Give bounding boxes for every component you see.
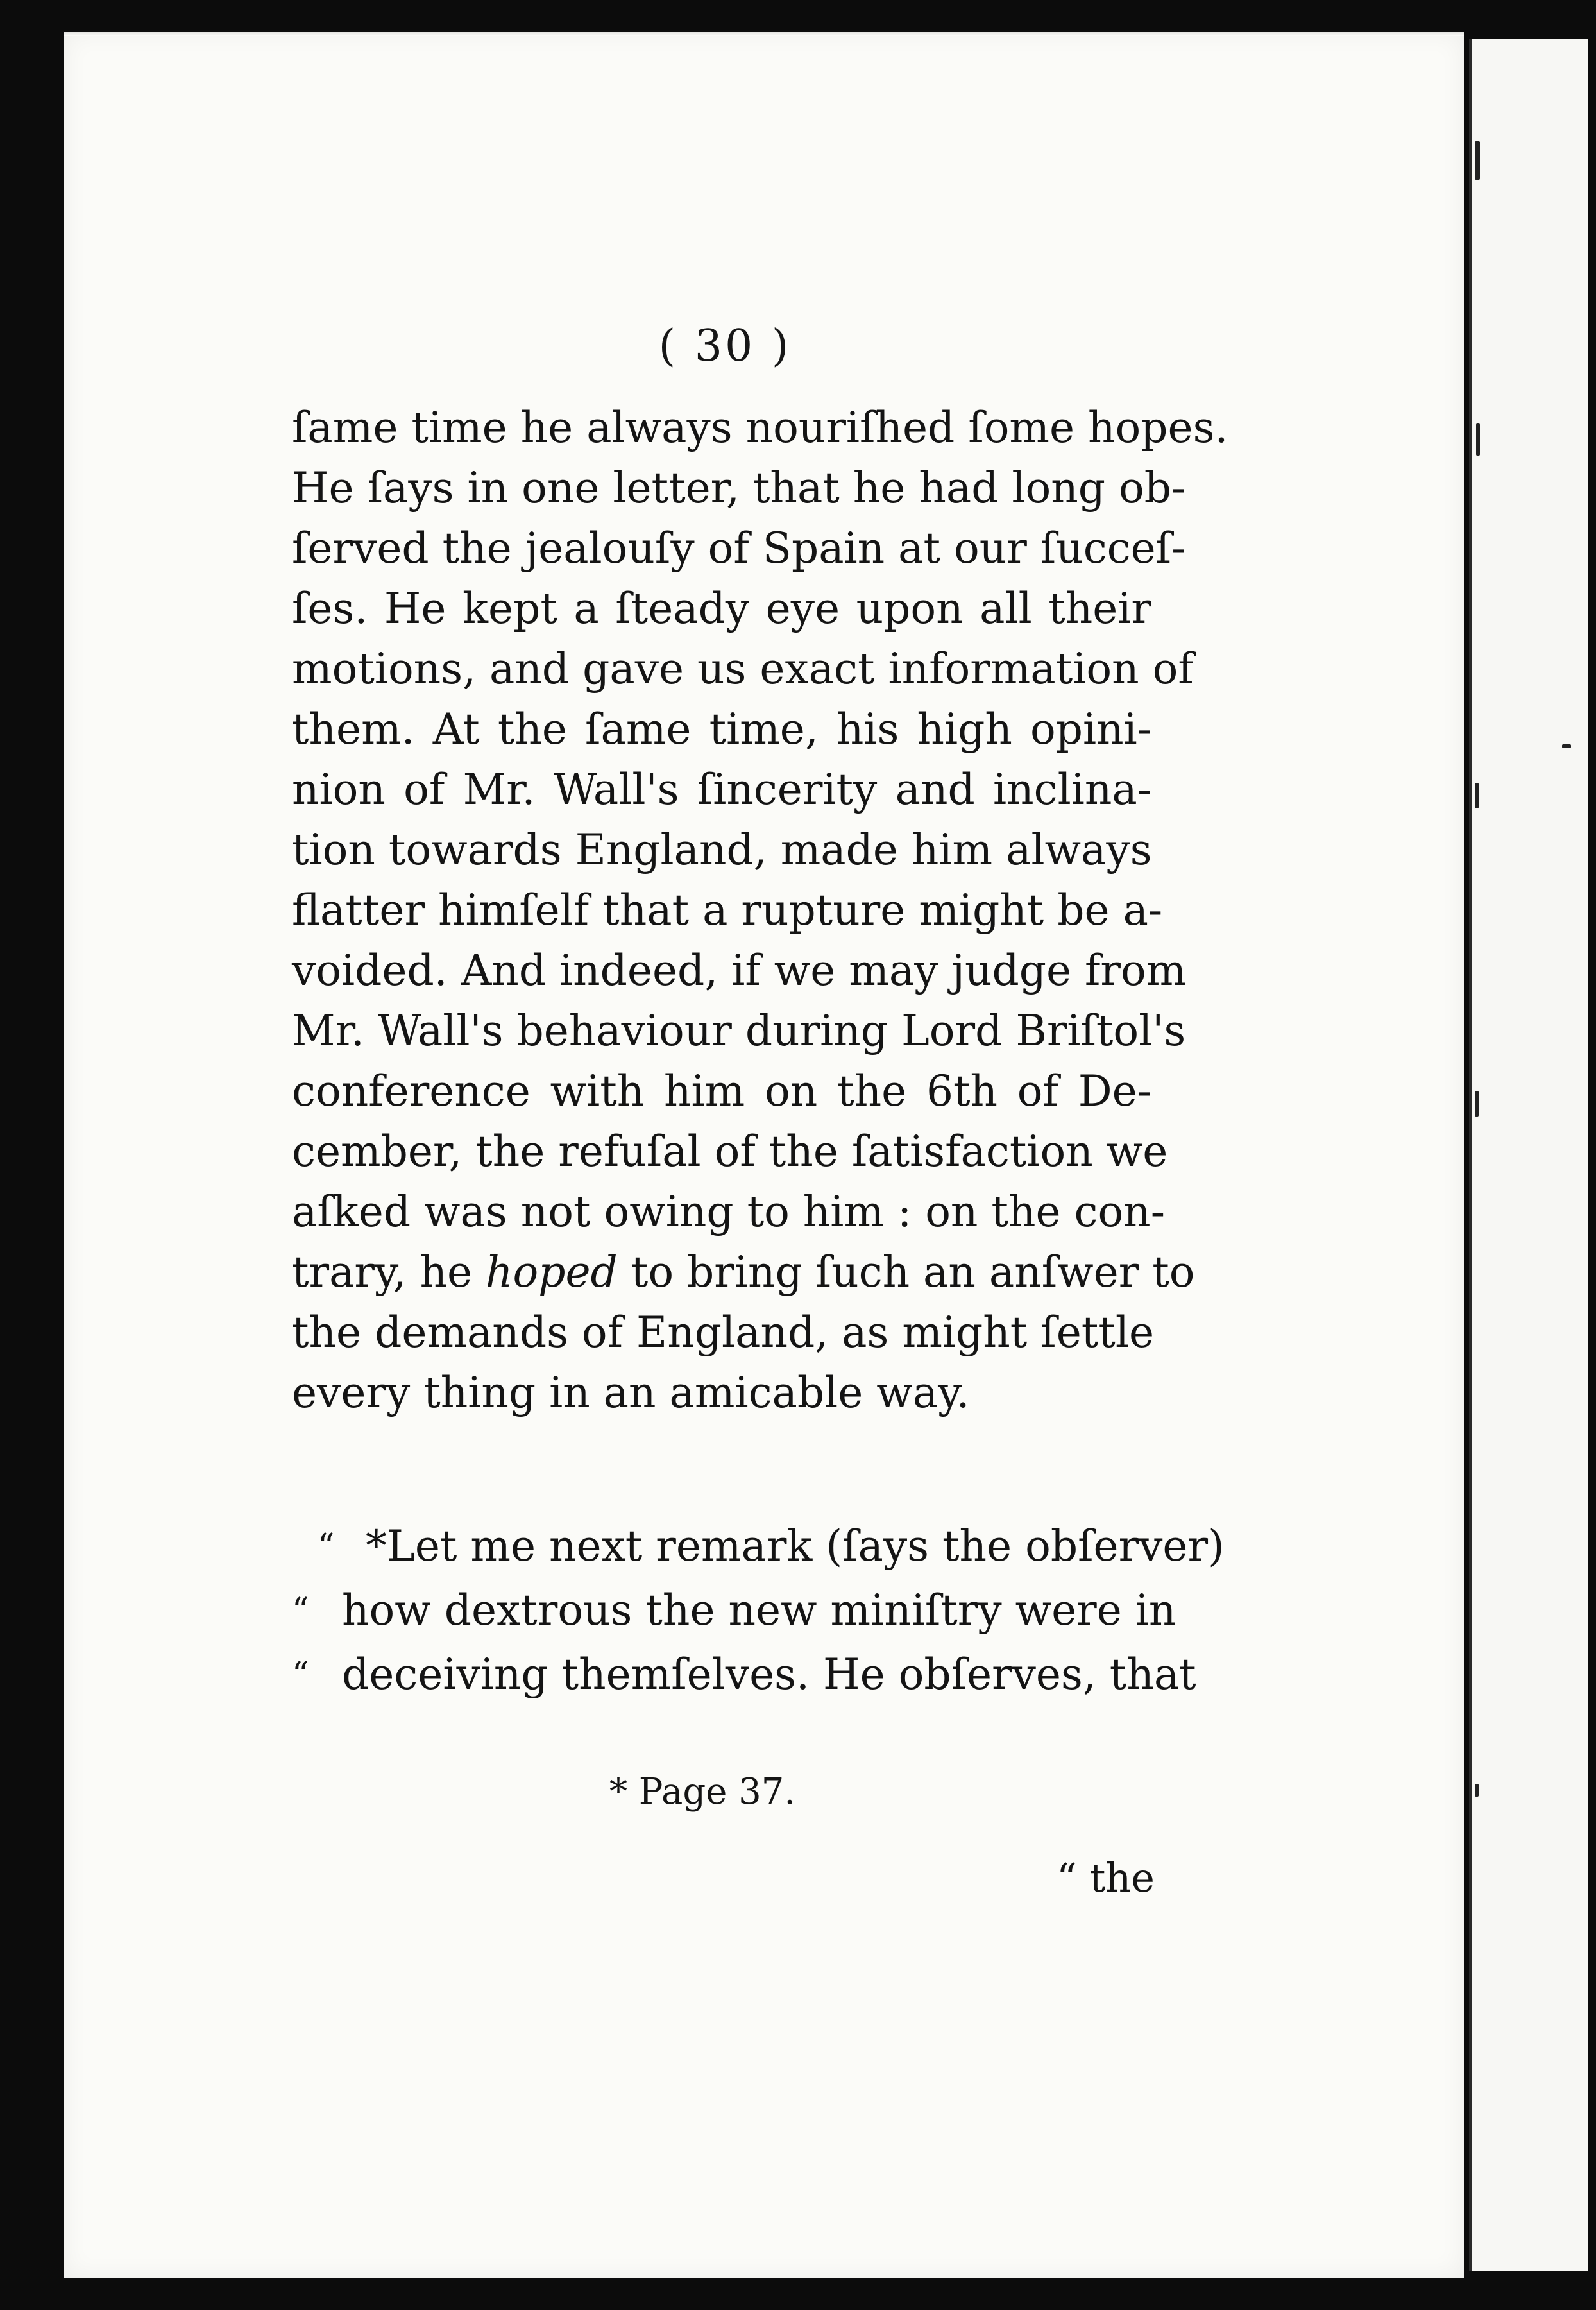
text-segment: to bring ſuch an anſwer to: [631, 1247, 1195, 1297]
adjacent-page-edge: [1469, 38, 1588, 2272]
quotation-block: [292, 1514, 1225, 1707]
quote-mark: “: [318, 1527, 335, 1566]
quote-line: [292, 1643, 1196, 1707]
text-line: motions, and gave us exact information of: [292, 644, 1194, 694]
quote-line: [292, 1514, 1225, 1579]
text-line: flatter himſelf that a rupture might be a-: [292, 886, 1163, 935]
quote-mark: “: [292, 1656, 309, 1694]
quote-text: deceiving themſelves. He obſerves, that: [342, 1650, 1196, 1699]
text-line: conference with him on the 6th of De-: [292, 1066, 1151, 1116]
text-line: the demands of England, as might ſettle: [292, 1308, 1155, 1357]
text-line: them. At the ſame time, his high opini-: [292, 705, 1151, 754]
footnote: * Page 37.: [609, 1771, 796, 1813]
edge-mark: [1475, 1091, 1479, 1116]
text-line: ſes. He kept a ſteady eye upon all their: [292, 584, 1151, 633]
text-line: nion of Mr. Wall's ſincerity and inclina-: [292, 765, 1151, 814]
edge-mark: [1476, 424, 1480, 456]
edge-mark: [1475, 141, 1480, 180]
text-line: aſked was not owing to him : on the con-: [292, 1187, 1165, 1236]
page-number: ( 30 ): [658, 321, 792, 372]
edge-mark: [1562, 744, 1571, 748]
quote-mark: “: [292, 1591, 309, 1630]
text-line: every thing in an amicable way.: [292, 1368, 970, 1417]
text-line: ſame time he always nouriſhed ſome hopes.: [292, 403, 1228, 452]
main-paragraph: [292, 398, 1228, 1423]
quote-line: [292, 1579, 1176, 1643]
text-line: tion towards England, made him always: [292, 825, 1152, 875]
edge-mark: [1475, 783, 1479, 809]
text-line: Mr. Wall's behaviour during Lord Briſtol's: [292, 1006, 1186, 1056]
text-line: cember, the refuſal of the ſatisfaction we: [292, 1127, 1168, 1176]
text-line-with-italic: [292, 1242, 1195, 1303]
quote-text: *Let me next remark (ſays the obſerver): [366, 1521, 1225, 1571]
text-line: He ſays in one letter, that he had long ob-: [292, 463, 1186, 513]
catchword: “ the: [1057, 1854, 1155, 1901]
text-line: voided. And indeed, if we may judge from: [292, 946, 1187, 995]
text-segment: trary, he: [292, 1247, 473, 1297]
edge-mark: [1475, 1784, 1479, 1797]
text-line: ſerved the jealouſy of Spain at our ſucceſ-: [292, 524, 1186, 573]
quote-text: how dextrous the new miniſtry were in: [342, 1586, 1176, 1635]
italic-word: hoped: [486, 1247, 618, 1297]
